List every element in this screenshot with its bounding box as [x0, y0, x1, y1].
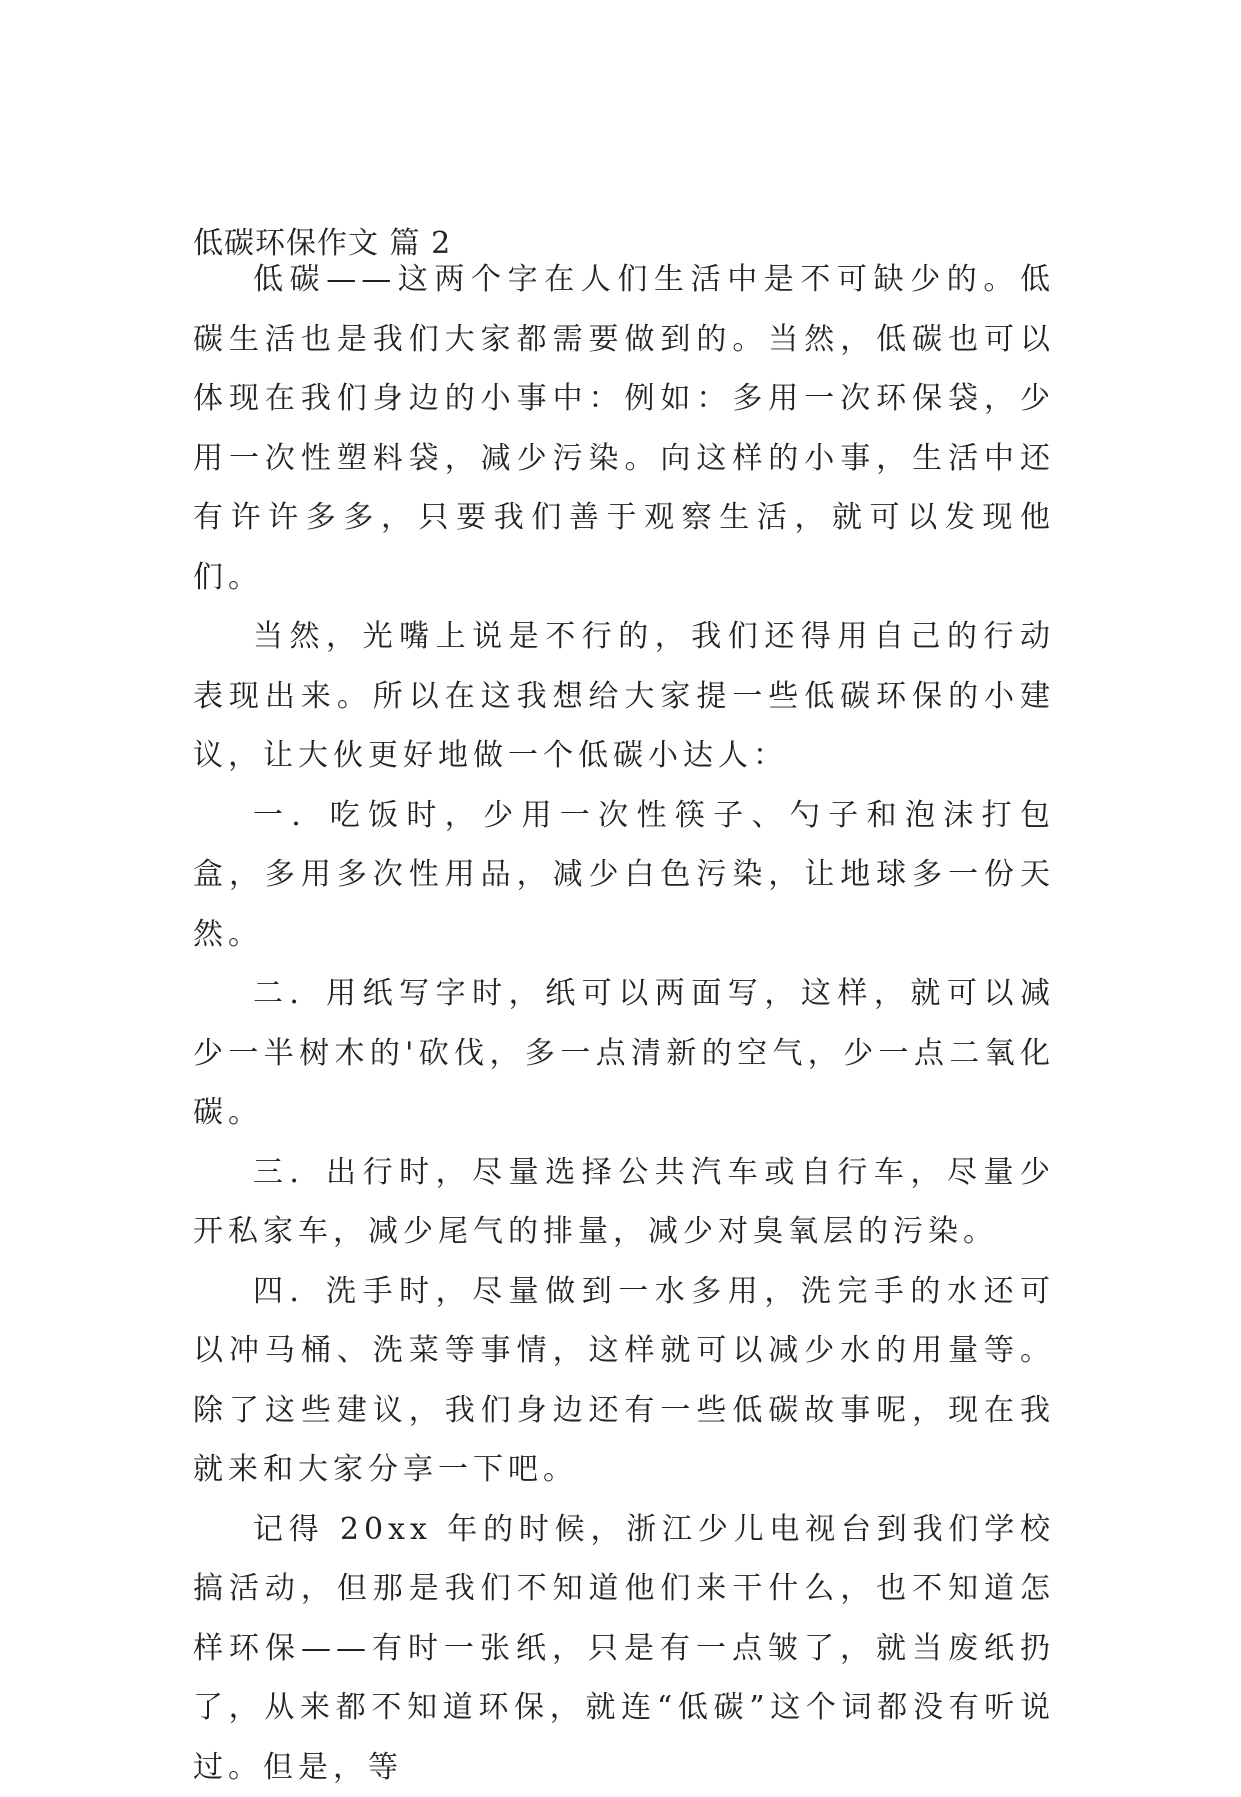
- paragraph-4: 二．用纸写字时，纸可以两面写，这样，就可以减少一半树木的'砍伐，多一点清新的空气，少一点二氧化碳。: [193, 964, 1055, 1143]
- paragraph-7: 记得 20xx 年的时候，浙江少儿电视台到我们学校搞活动，但那是我们不知道他们来干什么，也不知道怎样环保——有时一张纸，只是有一点皱了，就当废纸扔了，从来都不知道环保，就连“低碳”这个词都没有听说过。但是，等: [193, 1500, 1055, 1797]
- paragraph-3: 一．吃饭时，少用一次性筷子、勺子和泡沫打包盒，多用多次性用品，减少白色污染，让地球多一份天然。: [193, 786, 1055, 965]
- document-body: [193, 250, 1055, 1797]
- document-title: 低碳环保作文 篇 2: [193, 222, 451, 266]
- paragraph-5: 三．出行时，尽量选择公共汽车或自行车，尽量少开私家车，减少尾气的排量，减少对臭氧层的污染。: [193, 1143, 1055, 1262]
- paragraph-6: 四．洗手时，尽量做到一水多用，洗完手的水还可以冲马桶、洗菜等事情，这样就可以减少水的用量等。除了这些建议，我们身边还有一些低碳故事呢，现在我就来和大家分享一下吧。: [193, 1262, 1055, 1500]
- paragraph-1: 低碳——这两个字在人们生活中是不可缺少的。低碳生活也是我们大家都需要做到的。当然，低碳也可以体现在我们身边的小事中：例如：多用一次环保袋，少用一次性塑料袋，减少污染。向这样的小事，生活中还有许许多多，只要我们善于观察生活，就可以发现他们。: [193, 250, 1055, 607]
- paragraph-2: 当然，光嘴上说是不行的，我们还得用自己的行动表现出来。所以在这我想给大家提一些低碳环保的小建议，让大伙更好地做一个低碳小达人：: [193, 607, 1055, 786]
